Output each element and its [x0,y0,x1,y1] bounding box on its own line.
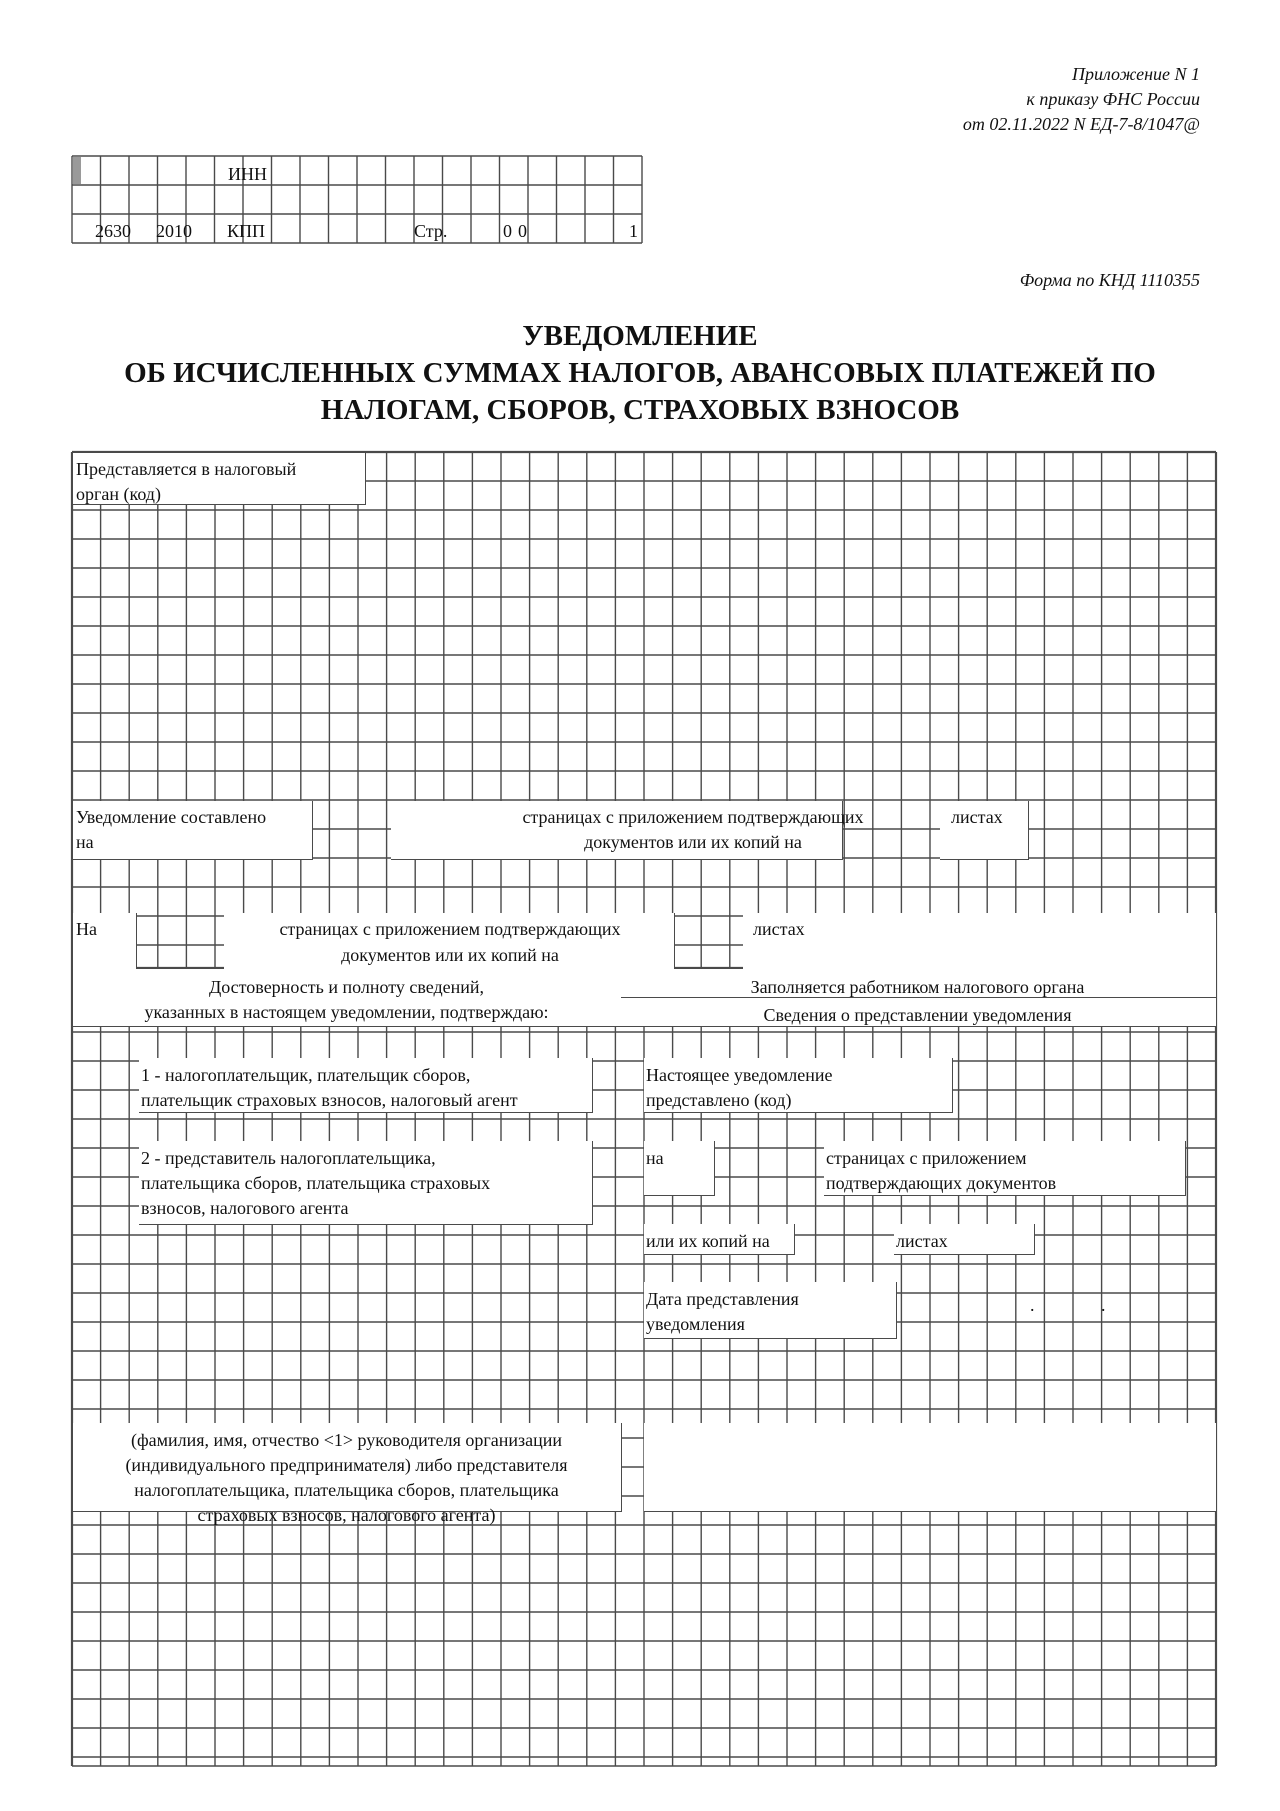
confirm-line2: указанных в настоящем уведомлении, подтверждаю: [144,1002,549,1022]
submitted-line1: Настоящее уведомление [646,1065,833,1085]
pages-right-line1: страницах с приложением [826,1148,1027,1168]
pages-with-docs2-line1: страницах с приложением подтверждающих [279,919,621,939]
option2-line3: взносов, налогового агента [141,1198,349,1218]
option1-line2: плательщик страховых взносов, налоговый агент [141,1090,518,1110]
code-2630[interactable]: 2630 [95,221,131,241]
inn-label: ИНН [228,164,267,184]
page-digit-1[interactable]: 0 [503,221,512,241]
page-digit-2[interactable]: 0 [518,221,527,241]
pages-with-docs-line1: страницах с приложением подтверждающих [522,807,864,827]
fio-line3: налогоплательщика, плательщика сборов, плательщика [134,1480,559,1500]
pages-with-docs2-line2: документов или их копий на [341,945,559,965]
na-right-label: на [646,1148,664,1168]
submitted-line2: представлено (код) [646,1090,792,1110]
sheets-right-label: листах [896,1231,948,1251]
filled-by-label: Заполняется работником налогового органа [750,977,1085,997]
option2-line2: плательщика сборов, плательщика страховых [141,1173,491,1193]
fio-line2: (индивидуального предпринимателя) либо представителя [125,1455,568,1475]
signature-area [644,1423,1217,1512]
option1-line1: 1 - налогоплательщик, плательщик сборов, [141,1065,471,1085]
page-label: Стр. [414,221,448,241]
title-line2: ОБ ИСЧИСЛЕННЫХ СУММАХ НАЛОГОВ, АВАНСОВЫХ ПЛАТЕЖЕЙ ПО [124,357,1156,389]
page-digit-3[interactable]: 1 [629,221,638,241]
date-dot-1: . [1030,1295,1035,1315]
tax-authority-line2: орган (код) [76,484,161,504]
submission-info-label: Сведения о представлении уведомления [763,1005,1072,1025]
appendix-line2: к приказу ФНС России [1026,89,1200,109]
composed-line1: Уведомление составлено [76,807,267,827]
option2-line1: 2 - представитель налогоплательщика, [141,1148,436,1168]
na-label: На [76,919,97,939]
tax-authority-line1: Представляется в налоговый [76,459,297,479]
pages-with-docs-line2: документов или их копий на [584,832,802,852]
sheets2-label: листах [753,919,805,939]
sheets2-area [743,913,1217,972]
date-line1: Дата представления [646,1289,799,1309]
copies-on-label: или их копий на [646,1231,770,1251]
appendix-line1: Приложение N 1 [1071,64,1200,84]
appendix-line3: от 02.11.2022 N ЕД-7-8/1047@ [962,114,1200,134]
registration-marker [73,157,81,184]
title-line1: УВЕДОМЛЕНИЕ [522,320,758,352]
title-line3: НАЛОГАМ, СБОРОВ, СТРАХОВЫХ ВЗНОСОВ [320,394,960,426]
date-dot-2: . [1101,1295,1106,1315]
confirm-line1: Достоверность и полноту сведений, [208,977,485,997]
sheets-label: листах [951,807,1003,827]
fio-line4: страховых взносов, налогового агента) [197,1505,496,1525]
form-code: Форма по КНД 1110355 [1019,270,1200,290]
date-line2: уведомления [646,1314,745,1334]
composed-line2: на [76,832,94,852]
code-2010[interactable]: 2010 [156,221,192,241]
kpp-label: КПП [227,221,266,241]
pages-right-line2: подтверждающих документов [826,1173,1057,1193]
fio-line1: (фамилия, имя, отчество <1> руководителя организации [130,1430,562,1450]
